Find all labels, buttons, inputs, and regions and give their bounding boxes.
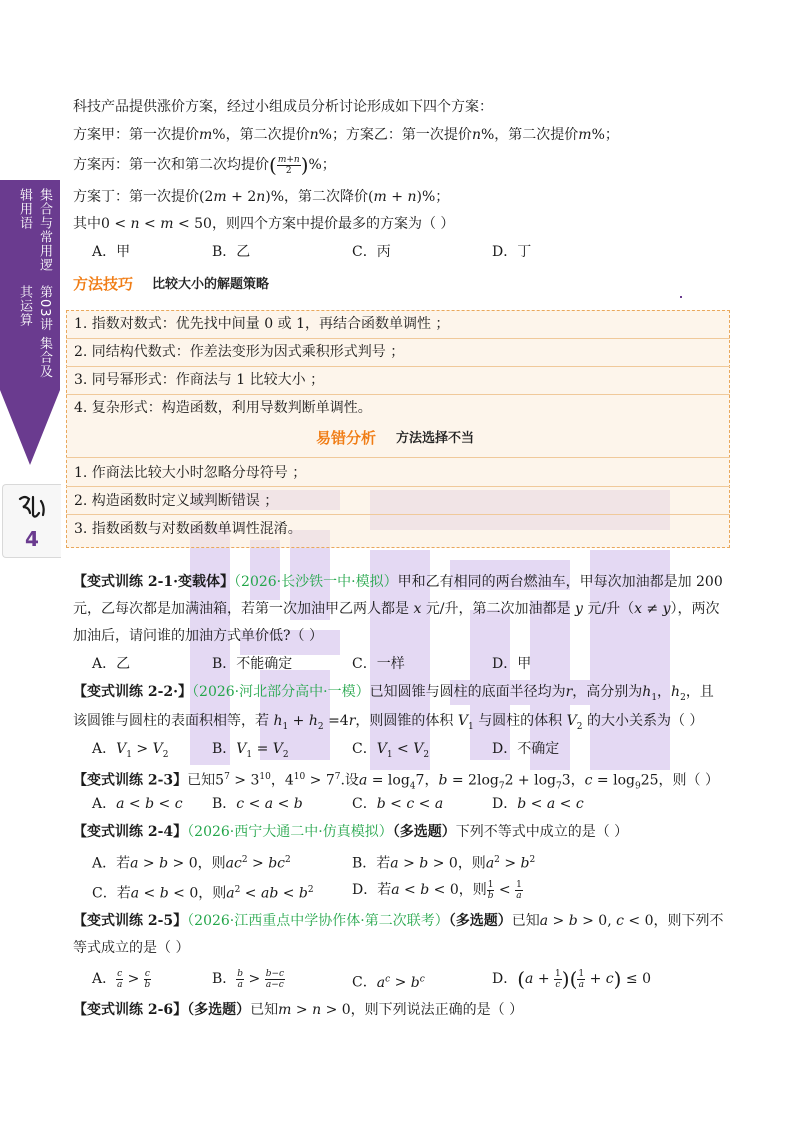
exercise-2-4-line-1: 【变式训练 2-4】（2026·西宁大通二中·仿真模拟）（多选题）下列不等式中成立的是（ ） [73, 824, 629, 840]
exercise-2-4-option-b: B．若a > b > 0，则$a^2 > b^2$ [352, 855, 536, 872]
exercise-2-5-line-1: 【变式训练 2-5】（2026·江西重点中学协作体·第二次联考）（多选题）已知a > b > 0, c < 0，则下列不 [73, 913, 724, 929]
exercise-2-5-option-d: D．(a + $\frac{1}{c}$ )( $\frac{1}{a}$ + c) ≤ 0 [492, 967, 651, 991]
exercise-2-1-line-3: 加油后，请问谁的加油方式单价低?（ ） [73, 628, 323, 644]
exercise-2-5-option-c: C．$a^c > b^c$ [352, 974, 425, 991]
errors-item-1: 1. 作商法比较大小时忽略分母符号 ； [74, 465, 307, 481]
method-item-2: 2. 同结构代数式：作差法变形为因式乘积形式判号 ； [74, 344, 405, 360]
box-divider [66, 486, 730, 487]
method-subtitle: 比较大小的解题策略 [152, 277, 270, 292]
exercise-2-1-option-c: C．一样 [352, 656, 405, 672]
box-divider [66, 394, 730, 395]
box-divider [66, 514, 730, 515]
method-item-3: 3. 同号幂形式：作商法与 1 比较大小 ； [74, 372, 325, 388]
exercise-2-4-option-a: A．若a > b > 0，则$ac^2 > bc^2$ [92, 855, 291, 872]
chapter-banner-text [6, 188, 54, 388]
exercise-2-2-option-b: B．$V_1 = V_2$ [212, 741, 289, 760]
exercise-2-2-option-d: D．不确定 [492, 741, 560, 757]
exercise-2-1-line-1: 【变式训练 2-1·变载体】（2026·长沙铁一中·模拟）甲和乙有相同的两台燃油车，甲每次加油都是加 200 [73, 574, 723, 590]
method-item-1: 1. 指数对数式：优先找中间量 0 或 1，再结合函数单调性 ； [74, 316, 450, 332]
exercise-2-2-option-a: A．$V_1 > V_2$ [92, 741, 169, 760]
exercise-2-1-line-2: 元，乙每次都是加满油箱，若第一次加油甲乙两人都是 x 元/升，第二次加油都是 y 元/升（x ≠ y），两次 [73, 601, 720, 617]
exercise-2-3-line-1: 【变式训练 2-3】已知$5^7 > 3^{10}$，$4^{10} > 7^7$.设$a = \log_47$，$b = 2\log_72 + \log_73$，$c = \log_925$，则（ ） [73, 772, 719, 792]
exercise-2-2-line-1: 【变式训练 2-2·】（2026·河北部分高中·一模）已知圆锥与圆柱的底面半径均为r，高分别为$h_1$，$h_2$，且 [73, 684, 714, 703]
intro-option-b: B．乙 [212, 244, 251, 260]
errors-subtitle: 方法选择不当 [396, 431, 475, 446]
box-divider [66, 338, 730, 339]
errors-item-2: 2. 构造函数时定义域判断错误 ； [74, 493, 279, 509]
exercise-2-6-line-1: 【变式训练 2-6】（多选题）已知m > n > 0，则下列说法正确的是（ ） [73, 1002, 524, 1018]
intro-line-3: 方案丙：第一次和第二次均提价( $\frac{m+n}{2}$ )%； [73, 153, 336, 177]
calligraphy-logo-icon [17, 493, 47, 521]
exercise-2-1-option-b: B．不能确定 [212, 656, 293, 672]
exercise-2-4-option-d: D．若a < b < 0，则 $\frac{1}{b}$ < $\frac{1}{a}$ [352, 879, 522, 901]
exercise-2-1-option-d: D．甲 [492, 656, 532, 672]
exercise-2-5-line-2: 等式成立的是（ ） [73, 940, 190, 956]
method-item-4: 4. 复杂形式：构造函数，利用导数判断单调性。 [74, 400, 372, 416]
page-number: 4 [25, 527, 39, 551]
intro-option-c: C．丙 [352, 244, 391, 260]
intro-option-d: D．丁 [492, 244, 532, 260]
box-divider [66, 366, 730, 367]
exercise-2-2-option-c: C．$V_1 < V_2$ [352, 741, 430, 760]
box-divider [66, 457, 730, 458]
exercise-2-5-option-a: A． $\frac{c}{a}$ > $\frac{c}{b}$ [92, 968, 151, 990]
exercise-2-3-option-a: A．a < b < c [92, 796, 183, 812]
exercise-2-1-option-a: A．乙 [92, 656, 131, 672]
intro-line-2: 方案甲：第一次提价m%，第二次提价n%；方案乙：第一次提价n%，第二次提价m%； [73, 127, 619, 143]
decor-dot [680, 296, 682, 298]
exercise-2-4-option-c: C．若a < b < 0，则$a^2$ < ab < $b^2$ [92, 885, 314, 902]
errors-title: 易错分析 [316, 429, 377, 447]
page-badge [2, 484, 61, 558]
exercise-2-3-option-d: D．b < a < c [492, 796, 584, 812]
method-title: 方法技巧 [73, 275, 134, 293]
intro-option-a: A．甲 [92, 244, 131, 260]
intro-line-4: 方案丁：第一次提价(2m + 2n)%，第二次降价(m + n)%； [73, 189, 450, 205]
exercise-2-3-option-c: C．b < c < a [352, 796, 444, 812]
exercise-2-5-option-b: B． $\frac{b}{a}$ > $\frac{b-c}{a-c}$ [212, 968, 285, 990]
intro-line-5: 其中0 < n < m < 50，则四个方案中提价最多的方案为（ ） [73, 216, 455, 232]
banner-column-2: 第03讲 集合及其运算 [17, 285, 52, 380]
banner-column-1: 集合与常用逻辑用语 [17, 188, 52, 272]
errors-item-3: 3. 指数函数与对数函数单调性混淆。 [74, 521, 302, 537]
exercise-2-3-option-b: B．c < a < b [212, 796, 303, 812]
exercise-2-2-line-2: 该圆锥与圆柱的表面积相等，若 $h_1 + h_2 =4r$，则圆锥的体积 $V_1$ 与圆柱的体积 $V_2$ 的大小关系为（ ） [73, 713, 704, 732]
intro-line-1: 科技产品提供涨价方案，经过小组成员分析讨论形成如下四个方案： [73, 99, 493, 115]
